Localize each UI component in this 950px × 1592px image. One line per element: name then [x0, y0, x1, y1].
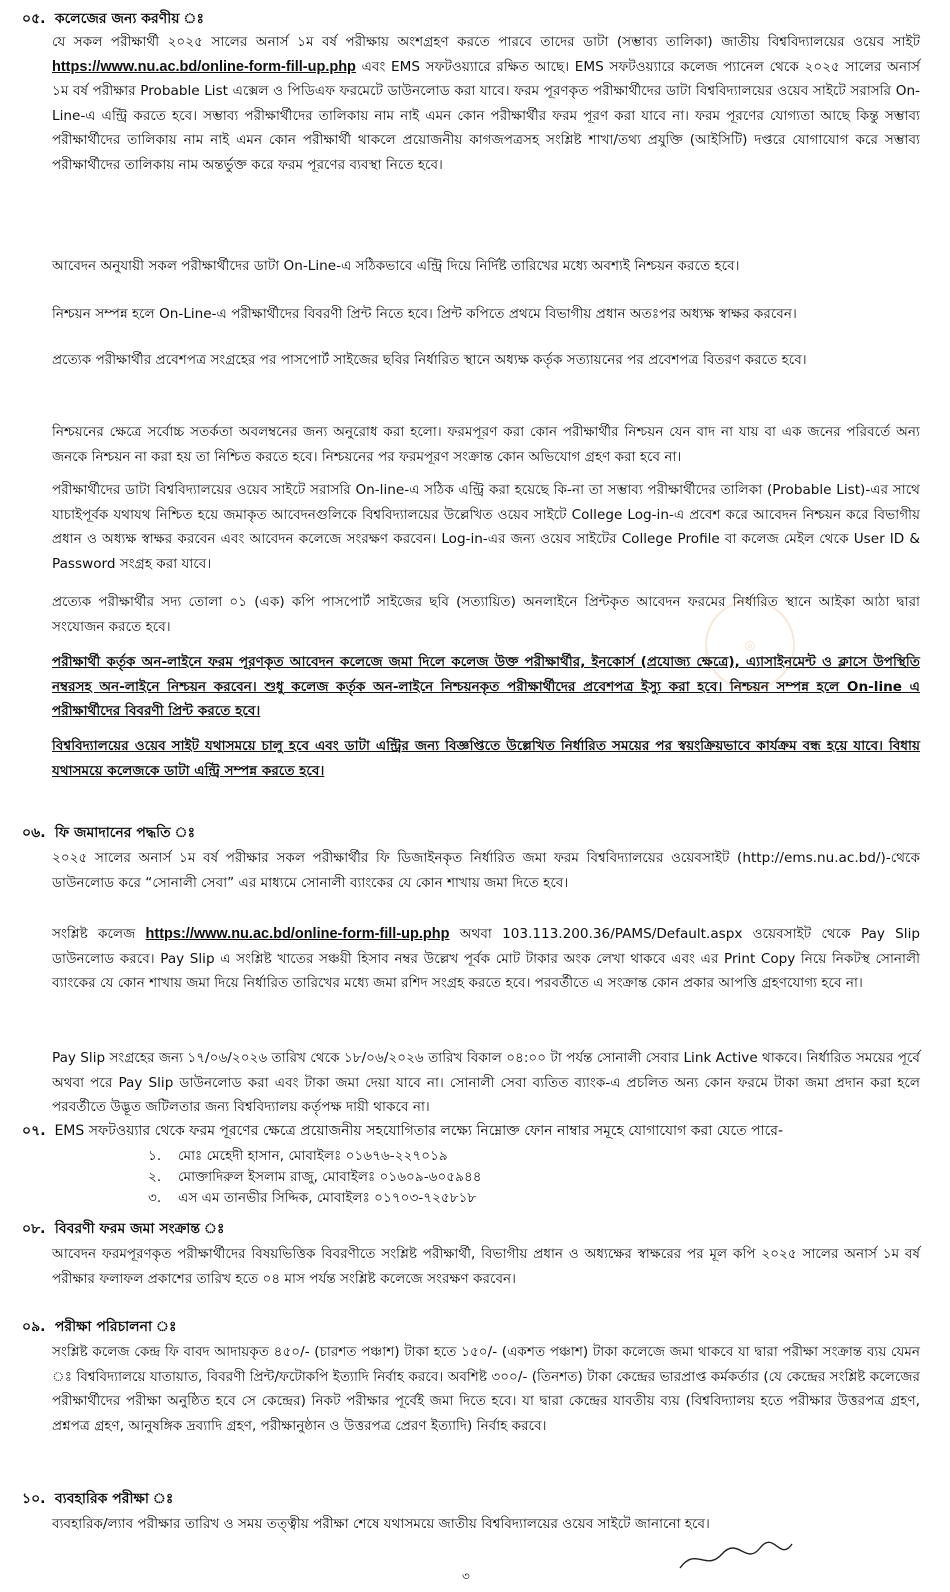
section-09-title: পরীক্ষা পরিচালনা ঃ	[54, 1319, 177, 1335]
section-06-para-1: ২০২৫ সালের অনার্স ১ম বর্ষ পরীক্ষার সকল পরীক্ষার্থীর ফি ডিজাইনকৃত নির্ধারিত জমা ফরম বিশ্ববিদ্যালয়ের ওয়েবসাইট (http://ems.nu.ac.bd/)-থেকে ডাউনলোড করে “সোনালী সেবা” এর মাধ্যমে সোনালী ব্যাংকের যে কোন শাখায় জমা দিতে হবে।	[52, 850, 920, 891]
section-05-heading	[22, 8, 204, 30]
section-05-para-9: বিশ্ববিদ্যালয়ের ওয়েব সাইট যথাসময়ে চালু হবে এবং ডাটা এন্ট্রির জন্য বিজ্ঞপ্তিতে উল্লেখিত নির্ধারিত সময়ের পর স্বয়ংক্রিয়ভাবে কার্যক্রম বন্ধ হয়ে যাবে। বিধায় যথাসময়ে কলেজকে ডাটা এন্ট্রি সম্পন্ন করতে হবে।	[52, 738, 920, 779]
section-05-para-3: নিশ্চয়ন সম্পন্ন হলে On-Line-এ পরীক্ষার্থীদের বিবরণী প্রিন্ট নিতে হবে। প্রিন্ট কপিতে প্রথমে বিভাগীয় প্রধান অতঃপর অধ্যক্ষ স্বাক্ষর করবেন।	[52, 306, 797, 322]
section-10-heading	[22, 1488, 173, 1510]
section-05-body	[52, 30, 920, 177]
section-09-number: ০৯.	[22, 1319, 46, 1335]
contact-item: ৩. এস এম তানভীর সিদ্দিক, মোবাইলঃ ০১৭০৩-৭২৫৮১৮	[148, 1190, 477, 1206]
section-10-para-1: ব্যবহারিক/ল্যাব পরীক্ষার তারিখ ও সময় তত্ত্বীয় পরীক্ষা শেষে যথাসময়ে জাতীয় বিশ্ববিদ্যালয়ের ওয়েব সাইটে জানানো হবে।	[52, 1516, 710, 1532]
signature-mark	[676, 1536, 796, 1576]
section-05-para-2: আবেদন অনুযায়ী সকল পরীক্ষার্থীদের ডাটা On-Line-এ সঠিকভাবে এন্ট্রি দিয়ে নির্দিষ্ট তারিখের মধ্যে অবশ্যই নিশ্চয়ন করতে হবে।	[52, 258, 740, 274]
section-06-title: ফি জমাদানের পদ্ধতি ঃ	[54, 825, 196, 841]
contact-list	[148, 1146, 482, 1209]
contact-item: ১. মোঃ মেহেদী হাসান, মোবাইলঃ ০১৬৭৬-২২৭০১৯	[148, 1148, 448, 1164]
page-number: ৩	[462, 1569, 470, 1583]
section-05-para-4: প্রত্যেক পরীক্ষার্থীর প্রবেশপত্র সংগ্রহের পর পাসপোর্ট সাইজের ছবির নির্ধারিত স্থানে অধ্যক্ষ কর্তৃক সত্যায়নের পর প্রবেশপত্র বিতরণ করতে হবে।	[52, 352, 807, 368]
section-06-para-2: সংশ্লিষ্ট কলেজ https://www.nu.ac.bd/online-form-fill-up.php অথবা 103.113.200.36/PAMS/Default.aspx ওয়েবসাইট থেকে Pay Slip ডাউনলোড করবে। Pay Slip এ সংশ্লিষ্ট খাতের সঞ্চয়ী হিসাব নম্বর উল্লেখ পূর্বক মোট টাকার অংক লেখা থাকবে এবং এর Print Copy নিয়ে নিকটস্থ সোনালী ব্যাংকের যে কোন শাখায় জমা দিয়ে নির্ধারিত তারিখের মধ্যে জমা রশিদ সংগ্রহ করতে হবে। পরবর্তীতে এ সংক্রান্ত কোন প্রকার আপত্তি গ্রহণযোগ্য হবে না।	[52, 926, 920, 991]
section-05-para-8: পরীক্ষার্থী কর্তৃক অন-লাইনে ফরম পূরণকৃত আবেদন কলেজে জমা দিলে কলেজ উক্ত পরীক্ষার্থীর, ইনকোর্স (প্রযোজ্য ক্ষেত্রে), এ্যাসাইনমেন্ট ও ক্লাসে উপস্থিতি নম্বরসহ অন-লাইনে নিশ্চয়ন করবেন। শুধু কলেজ কর্তৃক অন-লাইনে নিশ্চয়নকৃত পরীক্ষার্থীদের প্রবেশপত্র ইস্যু করা হবে। নিশ্চয়ন সম্পন্ন হলে On-line এ পরীক্ষার্থীদের বিবরণী প্রিন্ট করতে হবে।	[52, 654, 920, 719]
watermark-logo: ◎	[705, 600, 795, 690]
section-10-title: ব্যবহারিক পরীক্ষা ঃ	[54, 1491, 174, 1507]
contact-item: ২. মোক্তাদিরুল ইসলাম রাজু, মোবাইলঃ ০১৬০৯-৬০৫৯৪৪	[148, 1169, 482, 1185]
section-05-number: ০৫.	[22, 11, 46, 27]
section-08-number: ০৮.	[22, 1221, 46, 1237]
section-05-para-1: যে সকল পরীক্ষার্থী ২০২৫ সালের অনার্স ১ম বর্ষ পরীক্ষায় অংশগ্রহণ করতে পারবে তাদের ডাটা (সম্ভাব্য তালিকা) জাতীয় বিশ্ববিদ্যালয়ের ওয়েব সাইট https://www.nu.ac.bd/online-form-fill-up.php এবং EMS সফটওয়্যারে রক্ষিত আছে। EMS সফটওয়্যারে কলেজ প্যানেল থেকে ২০২৫ সালের অনার্স ১ম বর্ষ পরীক্ষার Probable List এক্সেল ও পিডিএফ ফরমেটে ডাউনলোড করা যাবে। ফরম পূরণকৃত পরীক্ষার্থীদের ডাটা বিশ্ববিদ্যালয়ের ওয়েব সাইটে সরাসরি On-Line-এ এন্ট্রি করতে হবে। সম্ভাব্য পরীক্ষার্থীদের তালিকায় নাম নাই এমন কোন পরীক্ষার্থীর ফরম পূরণ করা যাবে না। ফরম পূরণের যোগ্যতা আছে কিন্তু সম্ভাব্য পরীক্ষার্থীদের তালিকায় নাম নাই এমন কোন পরীক্ষার্থী থাকলে প্রয়োজনীয় কাগজপত্রসহ সংশ্লিষ্ট শাখা/তথ্য প্রযুক্তি (আইসিটি) দপ্তরে যোগাযোগ করে সম্ভাব্য পরীক্ষার্থীদের তালিকায় নাম অন্তর্ভুক্ত করে ফরম পূরণের ব্যবস্থা নিতে হবে।	[52, 34, 920, 173]
section-10-number: ১০.	[22, 1491, 46, 1507]
section-08-para-1: আবেদন ফরমপূরণকৃত পরীক্ষার্থীদের বিষয়ভিত্তিক বিবরণীতে সংশ্লিষ্ট পরীক্ষার্থী, বিভাগীয় প্রধান ও অধ্যক্ষের স্বাক্ষরের পর মূল কপি ২০২৫ সালের অনার্স ১ম বর্ষ পরীক্ষার ফলাফল প্রকাশের তারিখ হতে ০৪ মাস পর্যন্ত সংশ্লিষ্ট কলেজে সংরক্ষণ করবেন।	[52, 1246, 920, 1287]
section-06-number: ০৬.	[22, 825, 46, 841]
section-06-para-3: Pay Slip সংগ্রহের জন্য ১৭/০৬/২০২৬ তারিখ থেকে ১৮/০৬/২০২৬ তারিখ বিকাল ০৪:০০ টা পর্যন্ত সোনালী সেবার Link Active থাকবে। নির্ধারিত সময়ের পূর্বে অথবা পরে Pay Slip ডাউনলোড করা এবং টাকা জমা দেয়া যাবে না। সোনালী সেবা ব্যতিত ব্যাংক-এ প্রচলিত অন্য কোন ফরমে টাকা জমা প্রদান করা হলে পরবর্তীতে উদ্ভূত জটিলতার জন্য বিশ্ববিদ্যালয় কর্তৃপক্ষ দায়ী থাকবে না।	[52, 1050, 920, 1115]
section-09-heading	[22, 1316, 176, 1338]
section-08-heading	[22, 1218, 224, 1240]
section-05-para-7: প্রত্যেক পরীক্ষার্থীর সদ্য তোলা ০১ (এক) কপি পাসপোর্ট সাইজের ছবি (সত্যায়িত) অনলাইনে প্রিন্টকৃত আবেদন ফরমের নির্ধারিত স্থানে আইকা আঠা দ্বারা সংযোজন করতে হবে।	[52, 594, 920, 635]
section-06-heading	[22, 822, 195, 844]
section-05-para-5: নিশ্চয়নের ক্ষেত্রে সর্বোচ্চ সতর্কতা অবলম্বনের জন্য অনুরোধ করা হলো। ফরমপূরণ করা কোন পরীক্ষার্থীর নিশ্চয়ন যেন বাদ না যায় বা এক জনের পরিবর্তে অন্য জনকে নিশ্চয়ন না করা হয় তা নিশ্চিত করতে হবে। নিশ্চয়নের পর ফরমপূরণ সংক্রান্ত কোন অভিযোগ গ্রহণ করা হবে না।	[52, 424, 920, 465]
section-08-title: বিবরণী ফরম জমা সংক্রান্ত ঃ	[54, 1221, 225, 1237]
section-07-heading	[22, 1120, 783, 1142]
section-07-number: ০৭.	[22, 1123, 46, 1139]
section-09-para-1: সংশ্লিষ্ট কলেজ কেন্দ্র ফি বাবদ আদায়কৃত ৪৫০/- (চারশত পঞ্চাশ) টাকা হতে ১৫০/- (একশত পঞ্চাশ) টাকা কলেজে জমা থাকবে যা দ্বারা পরীক্ষা সংক্রান্ত ব্যয় যেমন ঃ বিশ্ববিদ্যালয়ে যাতায়াত, বিবরণী প্রিন্ট/ফটোকপি ইত্যাদি নির্বাহ করবে। অবশিষ্ট ৩০০/- (তিনশত) টাকা কেন্দ্রের ভারপ্রাপ্ত কর্মকর্তার (যে কেন্দ্রের সংশ্লিষ্ট কলেজের পরীক্ষার্থীদের পরীক্ষা অনুষ্ঠিত হবে সে কেন্দ্রের) নিকট পরীক্ষার পূর্বেই জমা দিতে হবে। যা দ্বারা কেন্দ্রের যাবতীয় ব্যয় (বিশ্ববিদ্যালয় হতে পরীক্ষার উত্তরপত্র গ্রহণ, প্রশ্নপত্র গ্রহণ, আনুষঙ্গিক দ্রব্যাদি গ্রহণ, পরীক্ষানুষ্ঠান ও উত্তরপত্র প্রেরণ ইত্যাদি) নির্বাহ করবে।	[52, 1344, 920, 1434]
online-form-link[interactable]: https://www.nu.ac.bd/online-form-fill-up.php	[52, 58, 356, 75]
section-05-para-6: পরীক্ষার্থীদের ডাটা বিশ্ববিদ্যালয়ের ওয়েব সাইটে সরাসরি On-line-এ সঠিক এন্ট্রি করা হয়েছে কি-না তা সম্ভাব্য পরীক্ষার্থীদের তালিকা (Probable List)-এর সাথে যাচাইপূর্বক যথাযথ নিশ্চিত হয়ে জমাকৃত আবেদনগুলিকে বিশ্ববিদ্যালয়ের উল্লেখিত ওয়েব সাইটে College Log-in-এ প্রবেশ করে আবেদন নিশ্চয়ন করে বিভাগীয় প্রধান ও অধ্যক্ষ স্বাক্ষর করবেন এবং আবেদন কলেজে সংরক্ষণ করবেন। Log-in-এর জন্য ওয়েব সাইটের College Profile বা কলেজ মেইল থেকে User ID & Password সংগ্রহ করা যাবে।	[52, 482, 920, 572]
section-05-title: কলেজের জন্য করণীয় ঃ	[54, 11, 204, 27]
online-form-link-2[interactable]: https://www.nu.ac.bd/online-form-fill-up.php	[145, 926, 450, 942]
section-07-text: EMS সফটওয়্যার থেকে ফরম পূরণের ক্ষেত্রে প্রয়োজনীয় সহযোগিতার লক্ষ্যে নিম্নোক্ত ফোন নাম্বার সমূহে যোগাযোগ করা যেতে পারে-	[54, 1123, 783, 1139]
